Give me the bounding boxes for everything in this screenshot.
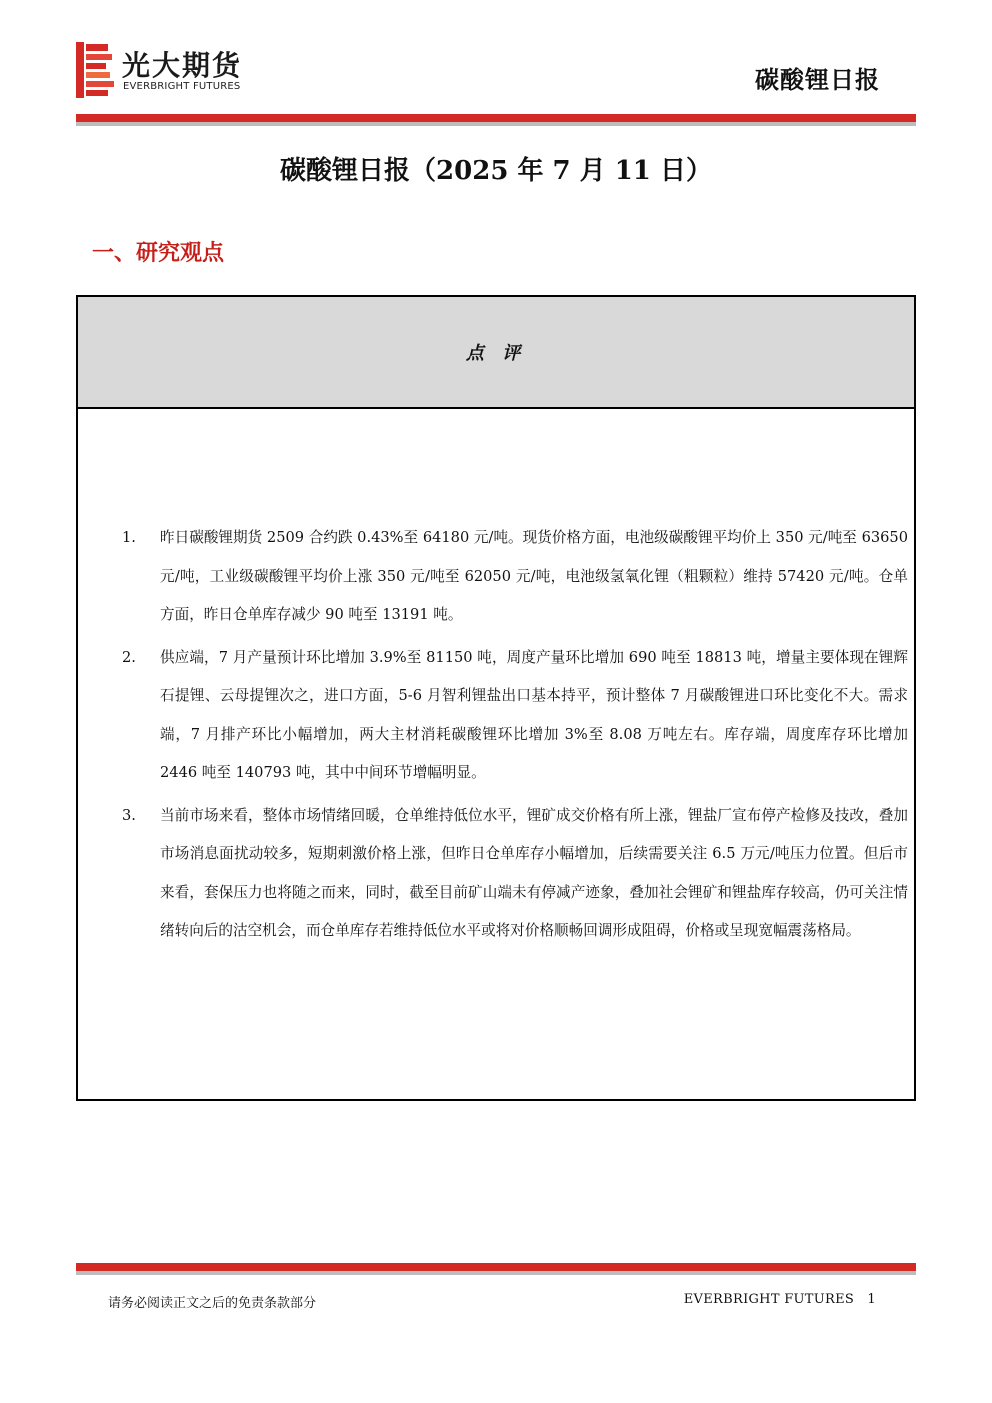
company-logo [76,42,286,98]
item-number: 1. [122,529,136,546]
list-item [120,797,908,951]
list-item [120,639,908,793]
item-number: 2. [122,648,136,666]
everbright-logo-icon [76,42,116,98]
page-number: 1 [867,1292,876,1307]
logo-chinese-name: 光大期货 [122,49,243,82]
commentary-heading: 点 评 [465,343,527,364]
footer-divider [76,1263,916,1275]
logo-english-name: EVERBRIGHT FUTURES [123,81,241,92]
header-divider [76,114,916,126]
item-number: 3. [122,806,136,824]
item-text: 当前市场来看，整体市场情绪回暖，仓单维持低位水平，锂矿成交价格有所上涨，锂盐厂宣布停产检修及技改，叠加市场消息面扰动较多，短期刺激价格上涨，但昨日仓单库存小幅增加，后续需要关注 6.5 万元/吨压力位置。但后市来看，套保压力也将随之而来，同时，截至目前矿山端未有停减产迹象，叠加社会锂矿和锂盐库存较高，仍可关注情绪转向后的沽空机会，而仓单库存若维持低位水平或将对价格顺畅回调形成阻碍，价格或呈现宽幅震荡格局。 [160,806,908,939]
item-text: 昨日碳酸锂期货 2509 合约跌 0.43%至 64180 元/吨。现货价格方面，电池级碳酸锂平均价上 350 元/吨至 63650 元/吨，工业级碳酸锂平均价上涨 350 元/吨至 62050 元/吨，电池级氢氧化锂（粗颗粒）维持 57420 元/吨。仓单方面，昨日仓单库存减少 90 吨至 13191 吨。 [160,529,908,623]
list-item [120,519,908,635]
footer-disclaimer: 请务必阅读正文之后的免责条款部分 [108,1296,317,1311]
footer-company-name: EVERBRIGHT FUTURES [683,1292,855,1307]
report-name: 碳酸锂日报 [755,65,880,94]
commentary-header [78,297,914,409]
footer-company [684,1292,876,1307]
item-text: 供应端，7 月产量预计环比增加 3.9%至 81150 吨，周度产量环比增加 690 吨至 18813 吨，增量主要体现在锂辉石提锂、云母提锂次之，进口方面，5-6 月智利锂盐出口基本持平，预计整体 7 月碳酸锂进口环比变化不大。需求端，7 月排产环比小幅增加，两大主材消耗碳酸锂环比增加 3%至 8.08 万吨左右。库存端，周度库存环比增加 2446 吨至 140793 吨，其中中间环节增幅明显。 [160,648,908,781]
page-title: 碳酸锂日报（2025 年 7 月 11 日） [280,156,712,186]
section-title: 一、研究观点 [92,240,225,266]
commentary-box [76,295,916,1101]
commentary-list [120,519,908,951]
